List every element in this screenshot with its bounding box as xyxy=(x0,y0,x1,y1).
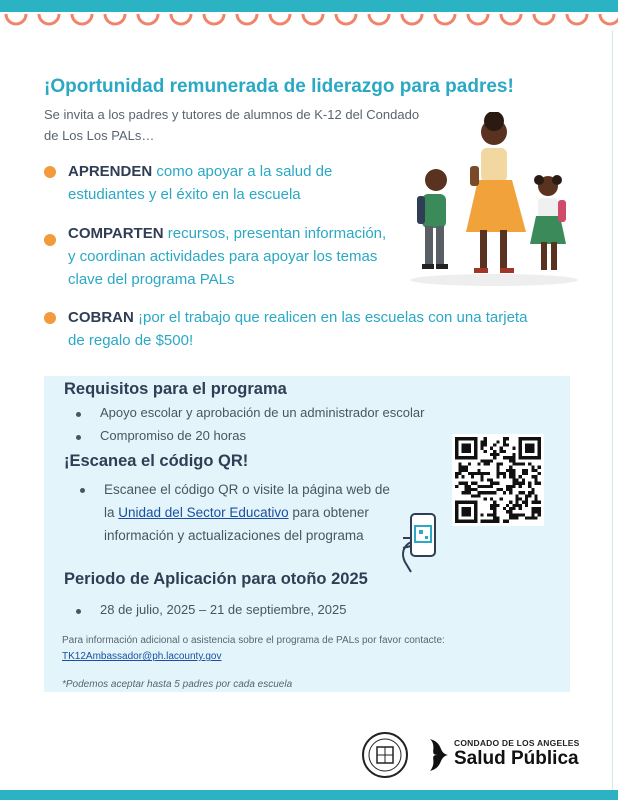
footnote: *Podemos aceptar hasta 5 padres por cada escuela xyxy=(62,679,293,690)
page-edge xyxy=(612,30,613,790)
period-title: Periodo de Aplicación para otoño 2025 xyxy=(64,570,368,588)
unidad-sector-educativo-link[interactable]: Unidad del Sector Educativo xyxy=(118,505,289,520)
requirements-title: Requisitos para el programa xyxy=(64,380,287,398)
phone-scan-icon xyxy=(397,512,445,574)
top-border xyxy=(0,0,618,12)
orange-bullet-icon xyxy=(44,234,56,246)
scan-title: ¡Escanea el código QR! xyxy=(64,452,249,470)
bullet-keyword: COBRAN xyxy=(68,309,134,326)
bullet-text: recursos, presentan información, y coordinan actividades para apoyar los temas clave del programa PALs xyxy=(68,225,387,288)
contact-info: Para información adicional o asistencia sobre el programa de PALs por favor contacte: TK12Ambassador@ph.lacounty.gov xyxy=(62,635,445,662)
logo-county-text: CONDADO DE LOS ANGELES xyxy=(454,738,580,748)
list-bullet-icon xyxy=(76,412,81,417)
headline: ¡Oportunidad remunerada de liderazgo para padres! xyxy=(44,76,514,97)
list-bullet-icon xyxy=(76,435,81,440)
bullet-text: ¡por el trabajo que realicen en las escuelas con una tarjeta de regalo de $500! xyxy=(68,309,528,349)
bullet-keyword: APRENDEN xyxy=(68,163,153,180)
bottom-border xyxy=(0,790,618,800)
bullet-keyword: COMPARTEN xyxy=(68,225,164,242)
scallop-border xyxy=(0,12,618,34)
logo-department-text: Salud Pública xyxy=(454,748,579,769)
salud-publica-logo-icon xyxy=(424,735,454,775)
orange-bullet-icon xyxy=(44,166,56,178)
contact-email-link[interactable]: TK12Ambassador@ph.lacounty.gov xyxy=(62,651,222,662)
county-seal-icon xyxy=(361,731,409,779)
family-illustration xyxy=(408,112,578,288)
list-bullet-icon xyxy=(80,488,85,493)
qr-code[interactable] xyxy=(452,434,544,526)
orange-bullet-icon xyxy=(44,312,56,324)
intro-text: Se invita a los padres y tutores de alumnos de K-12 del Condado de Los Los PALs… xyxy=(44,107,420,143)
list-bullet-icon xyxy=(76,609,81,614)
bullet-text: como apoyar a la salud de estudiantes y el éxito en la escuela xyxy=(68,163,333,203)
